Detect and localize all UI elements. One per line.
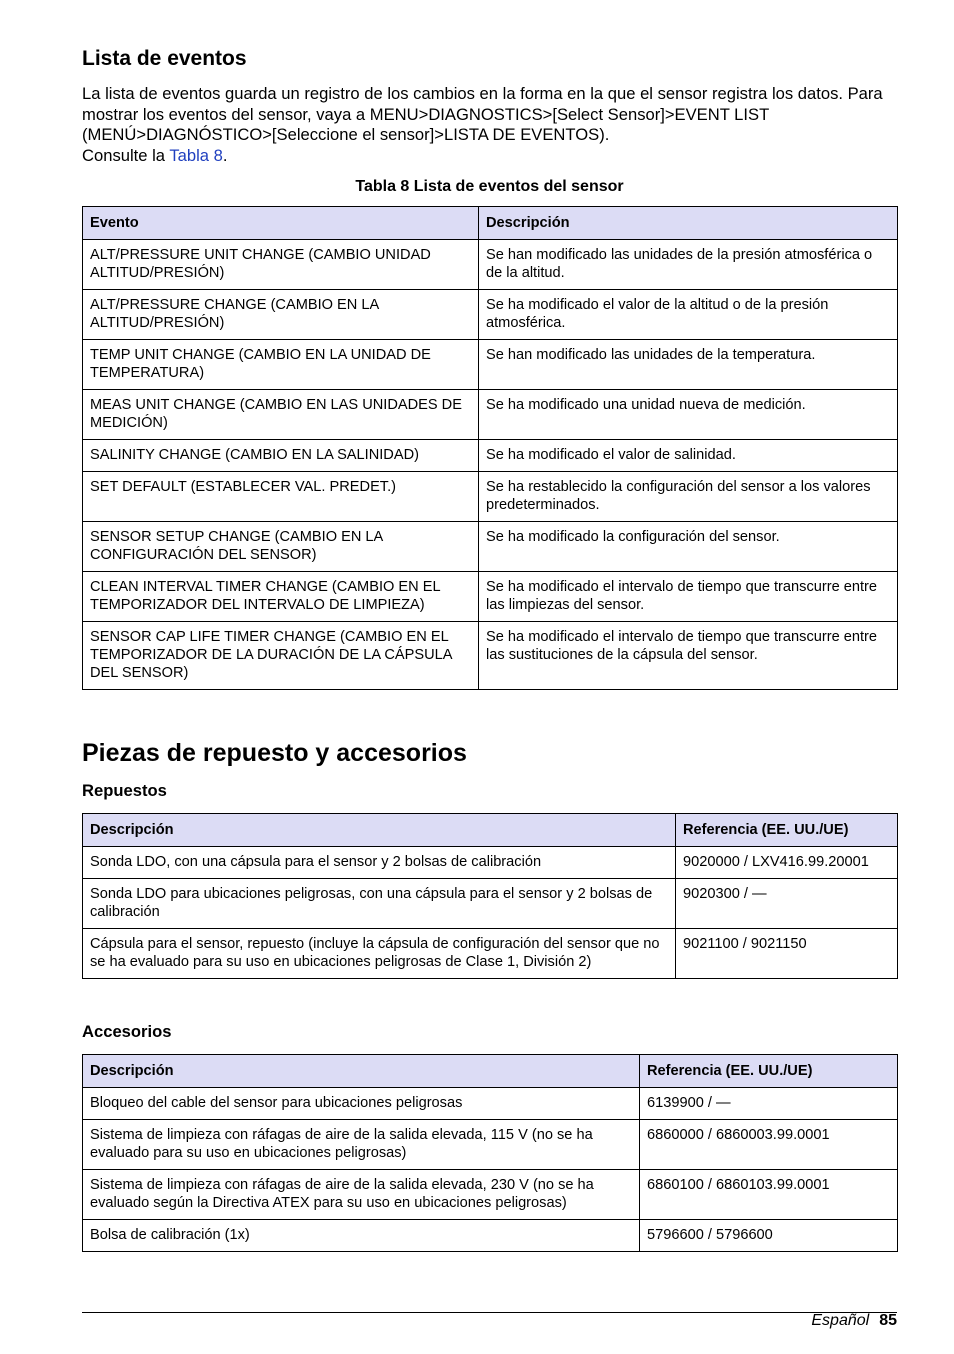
table-header-row <box>83 1055 898 1088</box>
column-header: Evento <box>83 207 479 240</box>
table-cell-label: SET DEFAULT (ESTABLECER VAL. PREDET.) <box>83 472 479 522</box>
table-row <box>83 1088 898 1120</box>
table-row <box>83 340 898 390</box>
table-cell-value: Se ha modificado una unidad nueva de medición. <box>479 390 898 440</box>
table-cell-value: 6139900 / — <box>640 1088 898 1120</box>
table-row <box>83 472 898 522</box>
events-intro-text: La lista de eventos guarda un registro de los cambios en la forma en la que el sensor registra los datos. Para mostrar los eventos del sensor, vaya a MENU>DIAGNOSTICS>[Select Sensor]>EVENT LIST (MENÚ>DIAGNÓSTICO>[Seleccione el sensor]>LISTA DE EVENTOS). <box>82 84 883 144</box>
accesorios-heading: Accesorios <box>82 1022 172 1041</box>
table-cell-value: 5796600 / 5796600 <box>640 1220 898 1252</box>
table-caption: Tabla 8 Lista de eventos del sensor <box>355 178 624 195</box>
events-heading: Lista de eventos <box>82 47 247 70</box>
table-row <box>83 290 898 340</box>
table-cell-value: Se ha modificado la configuración del sensor. <box>479 522 898 572</box>
table-cell-label: ALT/PRESSURE CHANGE (CAMBIO EN LA ALTITUD/PRESIÓN) <box>83 290 479 340</box>
table-8-link[interactable]: Tabla 8 <box>169 145 223 165</box>
table-cell-label: SENSOR SETUP CHANGE (CAMBIO EN LA CONFIGURACIÓN DEL SENSOR) <box>83 522 479 572</box>
table-cell-value: Se ha modificado el intervalo de tiempo que transcurre entre las limpiezas del sensor. <box>479 572 898 622</box>
table-row <box>83 879 898 929</box>
table-cell-label: CLEAN INTERVAL TIMER CHANGE (CAMBIO EN EL TEMPORIZADOR DEL INTERVALO DE LIMPIEZA) <box>83 572 479 622</box>
table-row <box>83 240 898 290</box>
table-header-row <box>83 814 898 847</box>
accesorios-table <box>82 1054 898 1252</box>
column-header: Descripción <box>83 814 676 847</box>
table-cell-value: Se ha restablecido la configuración del sensor a los valores predeterminados. <box>479 472 898 522</box>
table-cell-value: 9020000 / LXV416.99.20001 <box>676 847 898 879</box>
table-cell-label: Bolsa de calibración (1x) <box>83 1220 640 1252</box>
table-row <box>83 1220 898 1252</box>
footer-divider <box>82 1312 897 1313</box>
table-cell-label: ALT/PRESSURE UNIT CHANGE (CAMBIO UNIDAD ALTITUD/PRESIÓN) <box>83 240 479 290</box>
table-row <box>83 522 898 572</box>
table-row <box>83 622 898 690</box>
events-intro <box>82 84 897 166</box>
table-cell-label: Sonda LDO, con una cápsula para el sensor y 2 bolsas de calibración <box>83 847 676 879</box>
table-cell-value: 6860000 / 6860003.99.0001 <box>640 1120 898 1170</box>
table-row <box>83 440 898 472</box>
table-cell-label: MEAS UNIT CHANGE (CAMBIO EN LAS UNIDADES DE MEDICIÓN) <box>83 390 479 440</box>
repuestos-table <box>82 813 898 979</box>
table-cell-value: Se ha modificado el valor de la altitud o de la presión atmosférica. <box>479 290 898 340</box>
table-row <box>83 929 898 979</box>
column-header: Descripción <box>83 1055 640 1088</box>
table-cell-value: 6860100 / 6860103.99.0001 <box>640 1170 898 1220</box>
table-cell-value: Se ha modificado el valor de salinidad. <box>479 440 898 472</box>
footer-language: Español <box>811 1312 870 1329</box>
table-cell-label: Bloqueo del cable del sensor para ubicaciones peligrosas <box>83 1088 640 1120</box>
parts-heading: Piezas de repuesto y accesorios <box>82 739 467 767</box>
table-cell-label: TEMP UNIT CHANGE (CAMBIO EN LA UNIDAD DE TEMPERATURA) <box>83 340 479 390</box>
table-cell-label: Sonda LDO para ubicaciones peligrosas, con una cápsula para el sensor y 2 bolsas de calibración <box>83 879 676 929</box>
table-cell-value: 9020300 / — <box>676 879 898 929</box>
table-row <box>83 572 898 622</box>
table-row <box>83 390 898 440</box>
events-table <box>82 206 898 690</box>
column-header: Descripción <box>479 207 898 240</box>
table-row <box>83 1120 898 1170</box>
table-cell-value: 9021100 / 9021150 <box>676 929 898 979</box>
table-row <box>83 1170 898 1220</box>
table-cell-value: Se han modificado las unidades de la presión atmosférica o de la altitud. <box>479 240 898 290</box>
table-cell-label: SALINITY CHANGE (CAMBIO EN LA SALINIDAD) <box>83 440 479 472</box>
table-row <box>83 847 898 879</box>
column-header: Referencia (EE. UU./UE) <box>640 1055 898 1088</box>
column-header: Referencia (EE. UU./UE) <box>676 814 898 847</box>
page-footer <box>811 1312 897 1330</box>
consult-prefix: Consulte la <box>82 145 170 165</box>
table-cell-label: SENSOR CAP LIFE TIMER CHANGE (CAMBIO EN EL TEMPORIZADOR DE LA DURACIÓN DE LA CÁPSULA DEL SENSOR) <box>83 622 479 690</box>
table-cell-value: Se han modificado las unidades de la temperatura. <box>479 340 898 390</box>
table-cell-label: Cápsula para el sensor, repuesto (incluye la cápsula de configuración del sensor que no se ha evaluado para su uso en ubicaciones peligrosas de Clase 1, División 2) <box>83 929 676 979</box>
table-cell-label: Sistema de limpieza con ráfagas de aire de la salida elevada, 230 V (no se ha evaluado según la Directiva ATEX para su uso en ubicaciones peligrosas) <box>83 1170 640 1220</box>
repuestos-heading: Repuestos <box>82 781 167 800</box>
page-number: 85 <box>879 1312 897 1329</box>
consult-suffix: . <box>222 145 228 165</box>
table-header-row <box>83 207 898 240</box>
table-cell-value: Se ha modificado el intervalo de tiempo que transcurre entre las sustituciones de la cápsula del sensor. <box>479 622 898 690</box>
table-cell-label: Sistema de limpieza con ráfagas de aire de la salida elevada, 115 V (no se ha evaluado para su uso en ubicaciones peligrosas) <box>83 1120 640 1170</box>
